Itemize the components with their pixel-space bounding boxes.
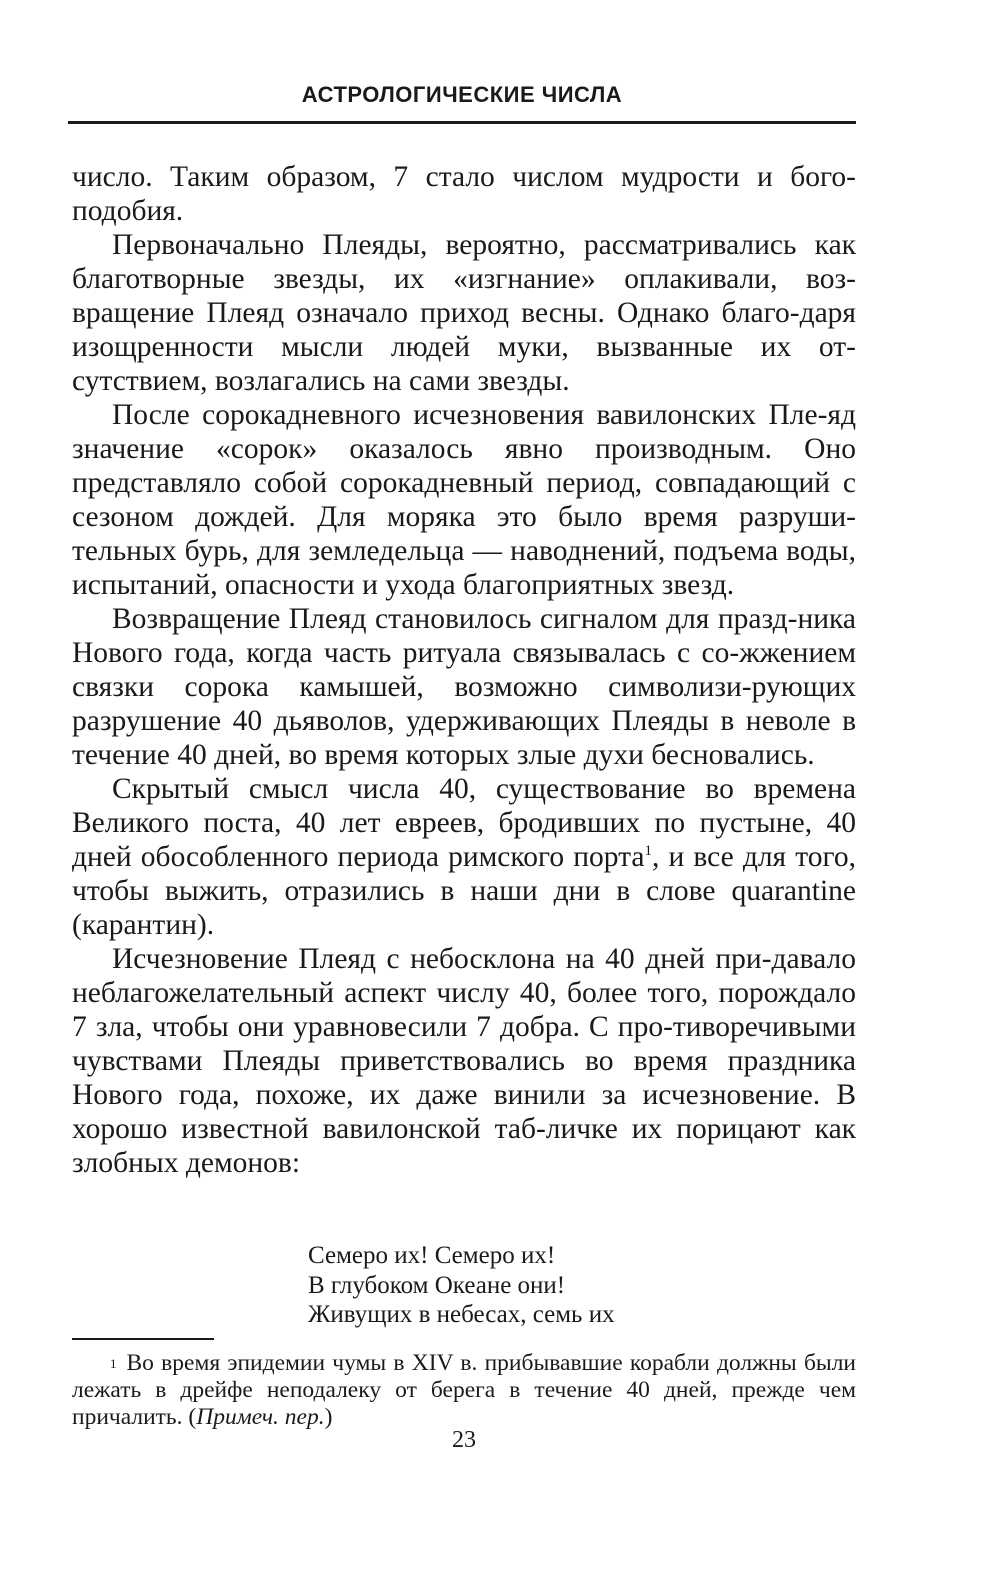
poem-line: Живущих в небесах, семь их xyxy=(308,1301,615,1328)
paragraph xyxy=(72,772,856,942)
running-header: АСТРОЛОГИЧЕСКИЕ ЧИСЛА xyxy=(301,82,623,107)
body-text xyxy=(72,160,856,1180)
paragraph: После сорокадневного исчезновения вавилонских Пле-яд значение «сорок» оказалось явно производным. Оно представляло собой сорокадневный период, совпадающий с сезоном дождей. Для моряка это было время разруши-тельных бурь, для земледельца — наводнений, подъема воды, испытаний, опасности и ухода благоприятных звезд. xyxy=(72,399,856,601)
paragraph: число. Таким образом, 7 стало числом мудрости и бого-подобия. xyxy=(72,161,856,227)
footnote-text: Во время эпидемии чумы в XIV в. прибывавшие корабли должны были лежать в дрейфе неподалеку от берега в течение 40 дней, прежде чем причалить. ( xyxy=(72,1350,856,1430)
footnote-text-end: ) xyxy=(324,1404,333,1430)
paragraph: Возвращение Плеяд становилось сигналом для празд-ника Нового года, когда часть ритуала связывалась с со-жжением связки сорока камышей, возможно символизи-рующих разрушение 40 дьяволов, удерживающих Плеяды в неволе в течение 40 дней, во время которых злые духи бесновались. xyxy=(72,603,856,771)
poem-line: В глубоком Океане они! xyxy=(308,1271,566,1299)
footnote-separator xyxy=(72,1338,214,1340)
header-rule xyxy=(68,121,856,124)
paragraph: Первоначально Плеяды, вероятно, рассматривались как благотворные звезды, их «изгнание» оплакивали, воз-вращение Плеяд означало приход весны. Однако благо-даря изощренности мысли людей муки, вызванные их от-сутствием, возлагались на сами звезды. xyxy=(72,229,856,397)
paragraph: Исчезновение Плеяд с небосклона на 40 дней при-давало неблагожелательный аспект числу 40, более того, порождало 7 зла, чтобы они уравновесили 7 добра. С про-тиворечивыми чувствами Плеяды приветствовались во время праздника Нового года, похоже, их даже винили за исчезновение. В хорошо известной вавилонской таб-личке их порицают как злобных демонов: xyxy=(72,943,856,1179)
footnote-marker: 1 xyxy=(110,1356,117,1371)
footnote-note: Примеч. пер. xyxy=(196,1404,325,1430)
poem-line: Семеро их! Семеро их! xyxy=(308,1242,556,1269)
poem-quote xyxy=(308,1241,615,1330)
paragraph-text: , и все для того, чтобы выжить, отразились в наши дни в слове quarantine (карантин). xyxy=(72,841,856,941)
page-number: 23 xyxy=(452,1427,476,1453)
paragraph-text: Скрытый смысл числа 40, существование во времена Великого поста, 40 лет евреев, бродивших по пустыне, 40 дней обособленного периода римского порта xyxy=(72,773,856,873)
footnote-reference[interactable]: 1 xyxy=(644,843,652,860)
footnote xyxy=(72,1350,856,1431)
